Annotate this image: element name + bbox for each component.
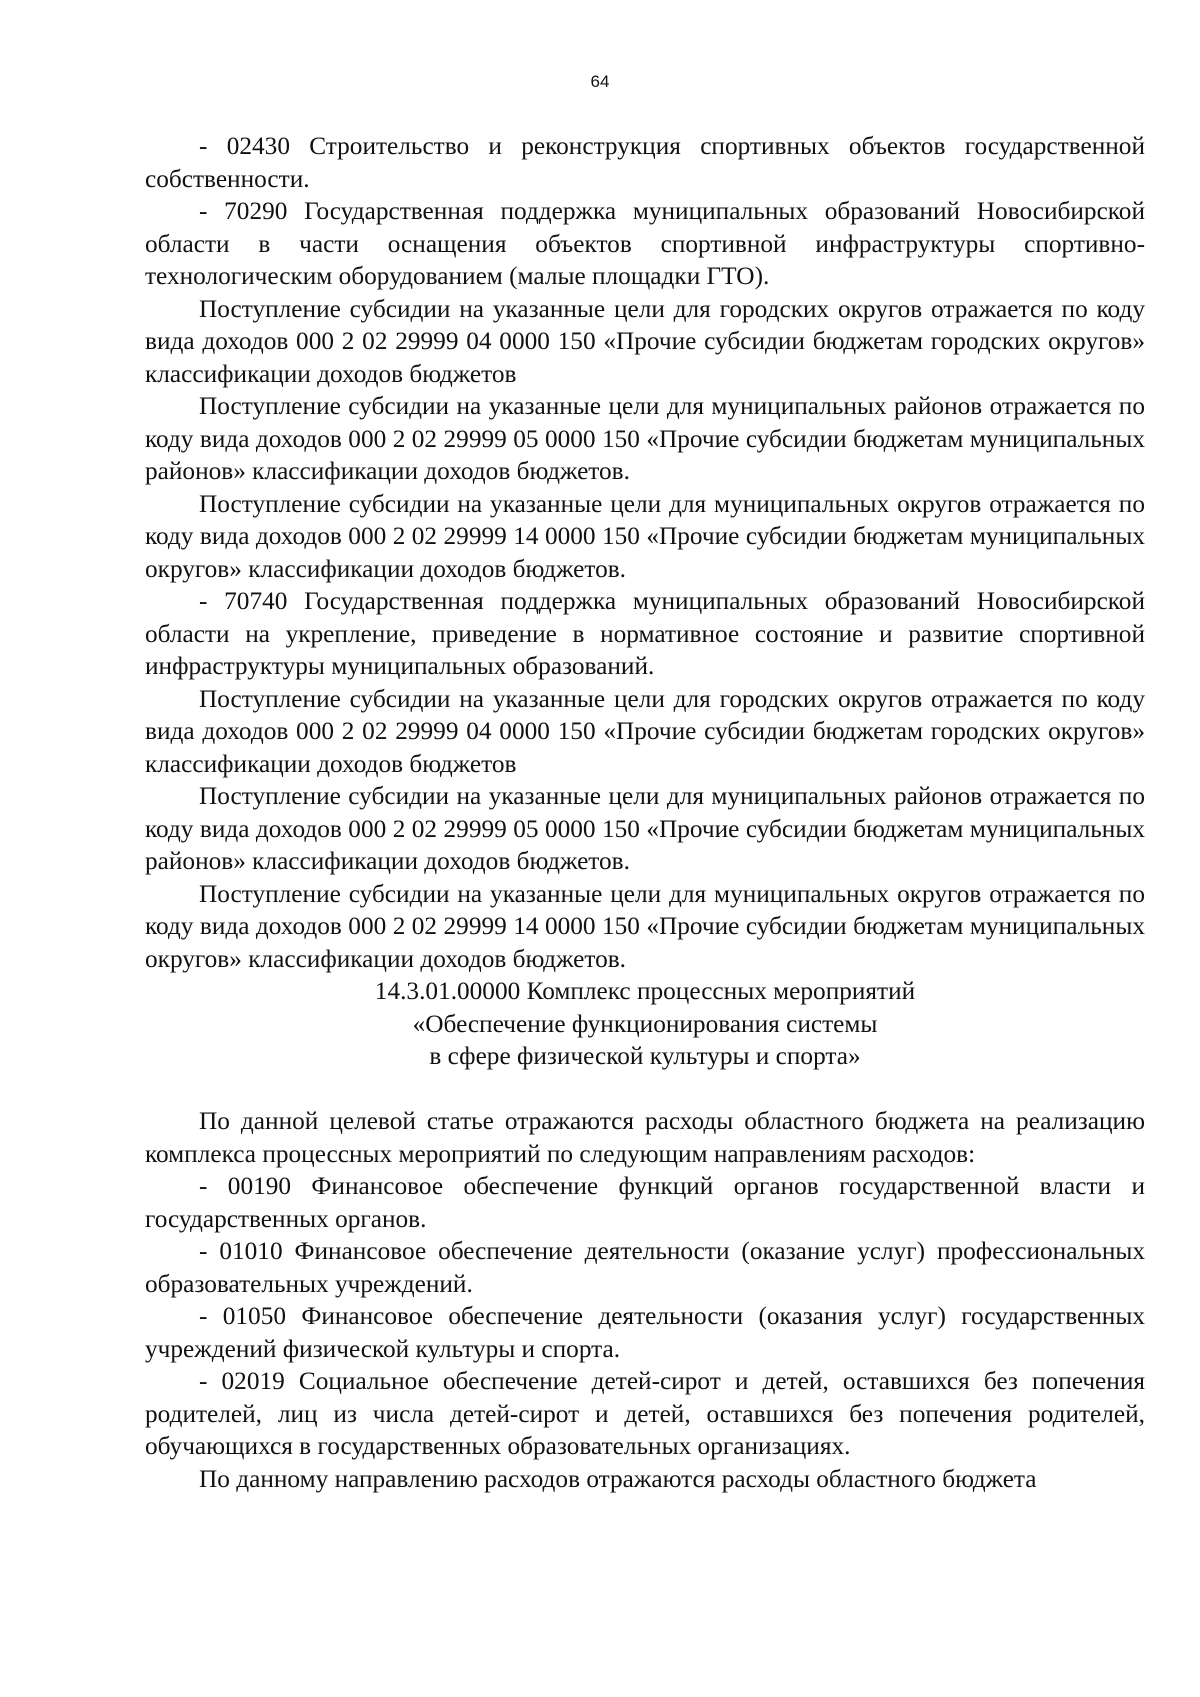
paragraph-municipal-okrugs-2: Поступление субсидии на указанные цели для муниципальных округов отражается по коду вида доходов 000 2 02 29999 14 0000 150 «Прочие субсидии бюджетам муниципальных округов» классификации доходов бюджетов. bbox=[145, 879, 1145, 973]
section-heading-line-3: в сфере физической культуры и спорта» bbox=[429, 1042, 861, 1070]
item-00190: - 00190 Финансовое обеспечение функций органов государственной власти и государственных органов. bbox=[145, 1172, 1145, 1233]
item-02019: - 02019 Социальное обеспечение детей-сирот и детей, оставшихся без попечения родителей, лиц из числа детей-сирот и детей, оставшихся без попечения родителей, обучающихся в государственных образовательных организациях. bbox=[145, 1367, 1145, 1460]
item-02430: - 02430 Строительство и реконструкция спортивных объектов государственной собственности. bbox=[145, 132, 1145, 193]
item-70740: - 70740 Государственная поддержка муниципальных образований Новосибирской области на укрепление, приведение в нормативное состояние и развитие спортивной инфраструктуры муниципальных образований. bbox=[145, 587, 1145, 680]
page-number: 64 bbox=[590, 72, 610, 91]
paragraph-municipal-okrugs-1: Поступление субсидии на указанные цели для муниципальных округов отражается по коду вида доходов 000 2 02 29999 14 0000 150 «Прочие субсидии бюджетам муниципальных округов» классификации доходов бюджетов. bbox=[145, 489, 1145, 583]
item-01010: - 01010 Финансовое обеспечение деятельности (оказание услуг) профессиональных образовательных учреждений. bbox=[145, 1237, 1145, 1298]
paragraph-municipal-districts-1: Поступление субсидии на указанные цели для муниципальных районов отражается по коду вида доходов 000 2 02 29999 05 0000 150 «Прочие субсидии бюджетам муниципальных районов» классификации доходов бюджетов. bbox=[145, 392, 1145, 485]
item-70290: - 70290 Государственная поддержка муниципальных образований Новосибирской области в части оснащения объектов спортивной инфраструктуры спортивно-технологическим оборудованием (малые площадки ГТО). bbox=[145, 197, 1145, 290]
section-heading-line-1: 14.3.01.00000 Комплекс процессных мероприятий bbox=[374, 977, 916, 1005]
paragraph-expenses: По данному направлению расходов отражаются расходы областного бюджета bbox=[199, 1464, 1037, 1493]
paragraph-intro: По данной целевой статье отражаются расходы областного бюджета на реализацию комплекса процессных мероприятий по следующим направлениям расходов: bbox=[145, 1107, 1145, 1168]
paragraph-urban-districts-1: Поступление субсидии на указанные цели для городских округов отражается по коду вида доходов 000 2 02 29999 04 0000 150 «Прочие субсидии бюджетам городских округов» классификации доходов бюджетов bbox=[145, 294, 1145, 388]
paragraph-urban-districts-2: Поступление субсидии на указанные цели для городских округов отражается по коду вида доходов 000 2 02 29999 04 0000 150 «Прочие субсидии бюджетам городских округов» классификации доходов бюджетов bbox=[145, 684, 1145, 778]
item-01050: - 01050 Финансовое обеспечение деятельности (оказания услуг) государственных учреждений физической культуры и спорта. bbox=[145, 1302, 1145, 1363]
section-heading-line-2: «Обеспечение функционирования системы bbox=[412, 1009, 878, 1038]
section-spacer bbox=[145, 1073, 1145, 1106]
paragraph-municipal-districts-2: Поступление субсидии на указанные цели для муниципальных районов отражается по коду вида доходов 000 2 02 29999 05 0000 150 «Прочие субсидии бюджетам муниципальных районов» классификации доходов бюджетов. bbox=[145, 782, 1145, 875]
document-body bbox=[145, 130, 1145, 1495]
